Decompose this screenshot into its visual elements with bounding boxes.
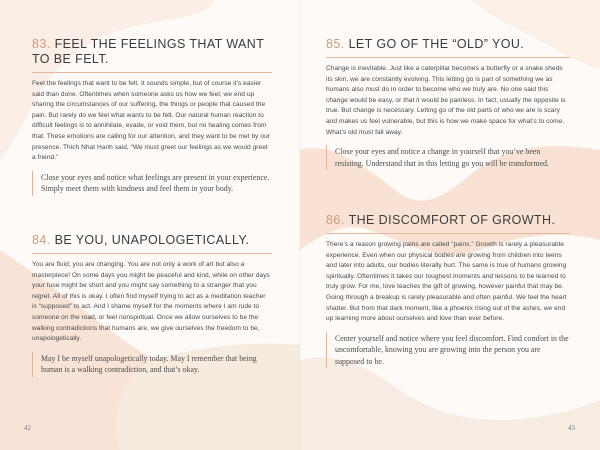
page-number: 43 (568, 424, 575, 432)
section-body: Change is inevitable. Just like a caterpillar becomes a butterfly or a snake sheds its skin, we are constantly evolving. This letting go is part of something we as humans also must do in order to become who we truly are. No one said this change would be easy, or that it would be painless. In fact, usually the opposite is true. But change is necessary. Letting go of the old parts of who we are is scary and makes us feel vulnerable, but this is how we make space for what’s to come. What’s old must fall away. (326, 65, 566, 136)
section-title: BE YOU, UNAPOLOGETICALLY. (54, 233, 250, 247)
section-title: LET GO OF THE “OLD” YOU. (348, 37, 525, 51)
section-number: 86. (326, 213, 345, 227)
section-body: You are fluid; you are changing. You are not only a work of art but also a masterpiece! On some days you might be peaceful and kind, while on other days your fuse might be short and you might say something to a stranger that you regret. All of this is okay. I often find myself trying to act as a meditation teacher is “supposed” to act. And I shame myself for the moments where I am rude to someone on the road, or feel nonspiritual. Once we allow ourselves to be the walking contradictions that humans are, we give ourselves the freedom to be, unapologetically. (32, 261, 270, 343)
book-gutter (299, 0, 301, 450)
section-number: 85. (326, 37, 345, 51)
practice-quote: Center yourself and notice where you feel discomfort. Find comfort in the uncomfortable, knowing you are growing into the person you are supposed to be. (326, 332, 570, 368)
section-84 (32, 233, 272, 377)
section-85 (326, 37, 570, 170)
section-number: 84. (32, 233, 51, 247)
section-heading (326, 37, 570, 58)
right-page (300, 0, 600, 450)
practice-quote: May I be myself unapologetically today. May I remember that being human is a walking contradiction, and that’s okay. (32, 352, 272, 377)
section-heading (32, 37, 272, 73)
practice-quote: Close your eyes and notice what feelings are present in your experience. Simply meet them with kindness and feel them in your body. (32, 171, 272, 196)
section-body: Feel the feelings that want to be felt. It sounds simple, but of course it’s easier said than done. Oftentimes when someone asks us how we feel, we end up sharing the circumstances of our suffering, the things or people that caused the pain. But rarely do we feel what wants to be felt. Our natural human reaction to difficult feelings is to annihilate, evade, or void them, but no healing comes from that. These emotions are calling for our attention, and they want to be met by our presence. Thich Nhat Hanh said, “We must greet our feelings as we would greet a friend.” (32, 80, 270, 162)
section-heading (326, 213, 570, 234)
section-body: There’s a reason growing pains are called “pains.” Growth is rarely a pleasurable experience. Even when our physical bodies are growing from children into teens and later into adults, our bodies literally hurt. The same is true of humans growing spiritually. Oftentimes it takes our toughest moments and lessons to be learned to truly grow. For me, love teaches the gift of growing, however painful that may be. Going through a breakup is rarely pleasurable and often painful. We feel the heart shatter. But from that dark moment, like a phoenix rising out of the ashes, we end up learning more about ourselves and love than ever before. (326, 241, 567, 323)
section-heading (32, 233, 272, 254)
practice-quote: Close your eyes and notice a change in yourself that you’ve been resisting. Understand that in this letting go you will be transformed. (326, 145, 570, 170)
section-83 (32, 37, 272, 196)
section-title: THE DISCOMFORT OF GROWTH. (348, 213, 556, 227)
section-title: FEEL THE FEELINGS THAT WANT TO BE FELT. (32, 37, 265, 66)
section-number: 83. (32, 37, 51, 51)
page-number: 42 (24, 424, 31, 432)
section-86 (326, 213, 570, 368)
